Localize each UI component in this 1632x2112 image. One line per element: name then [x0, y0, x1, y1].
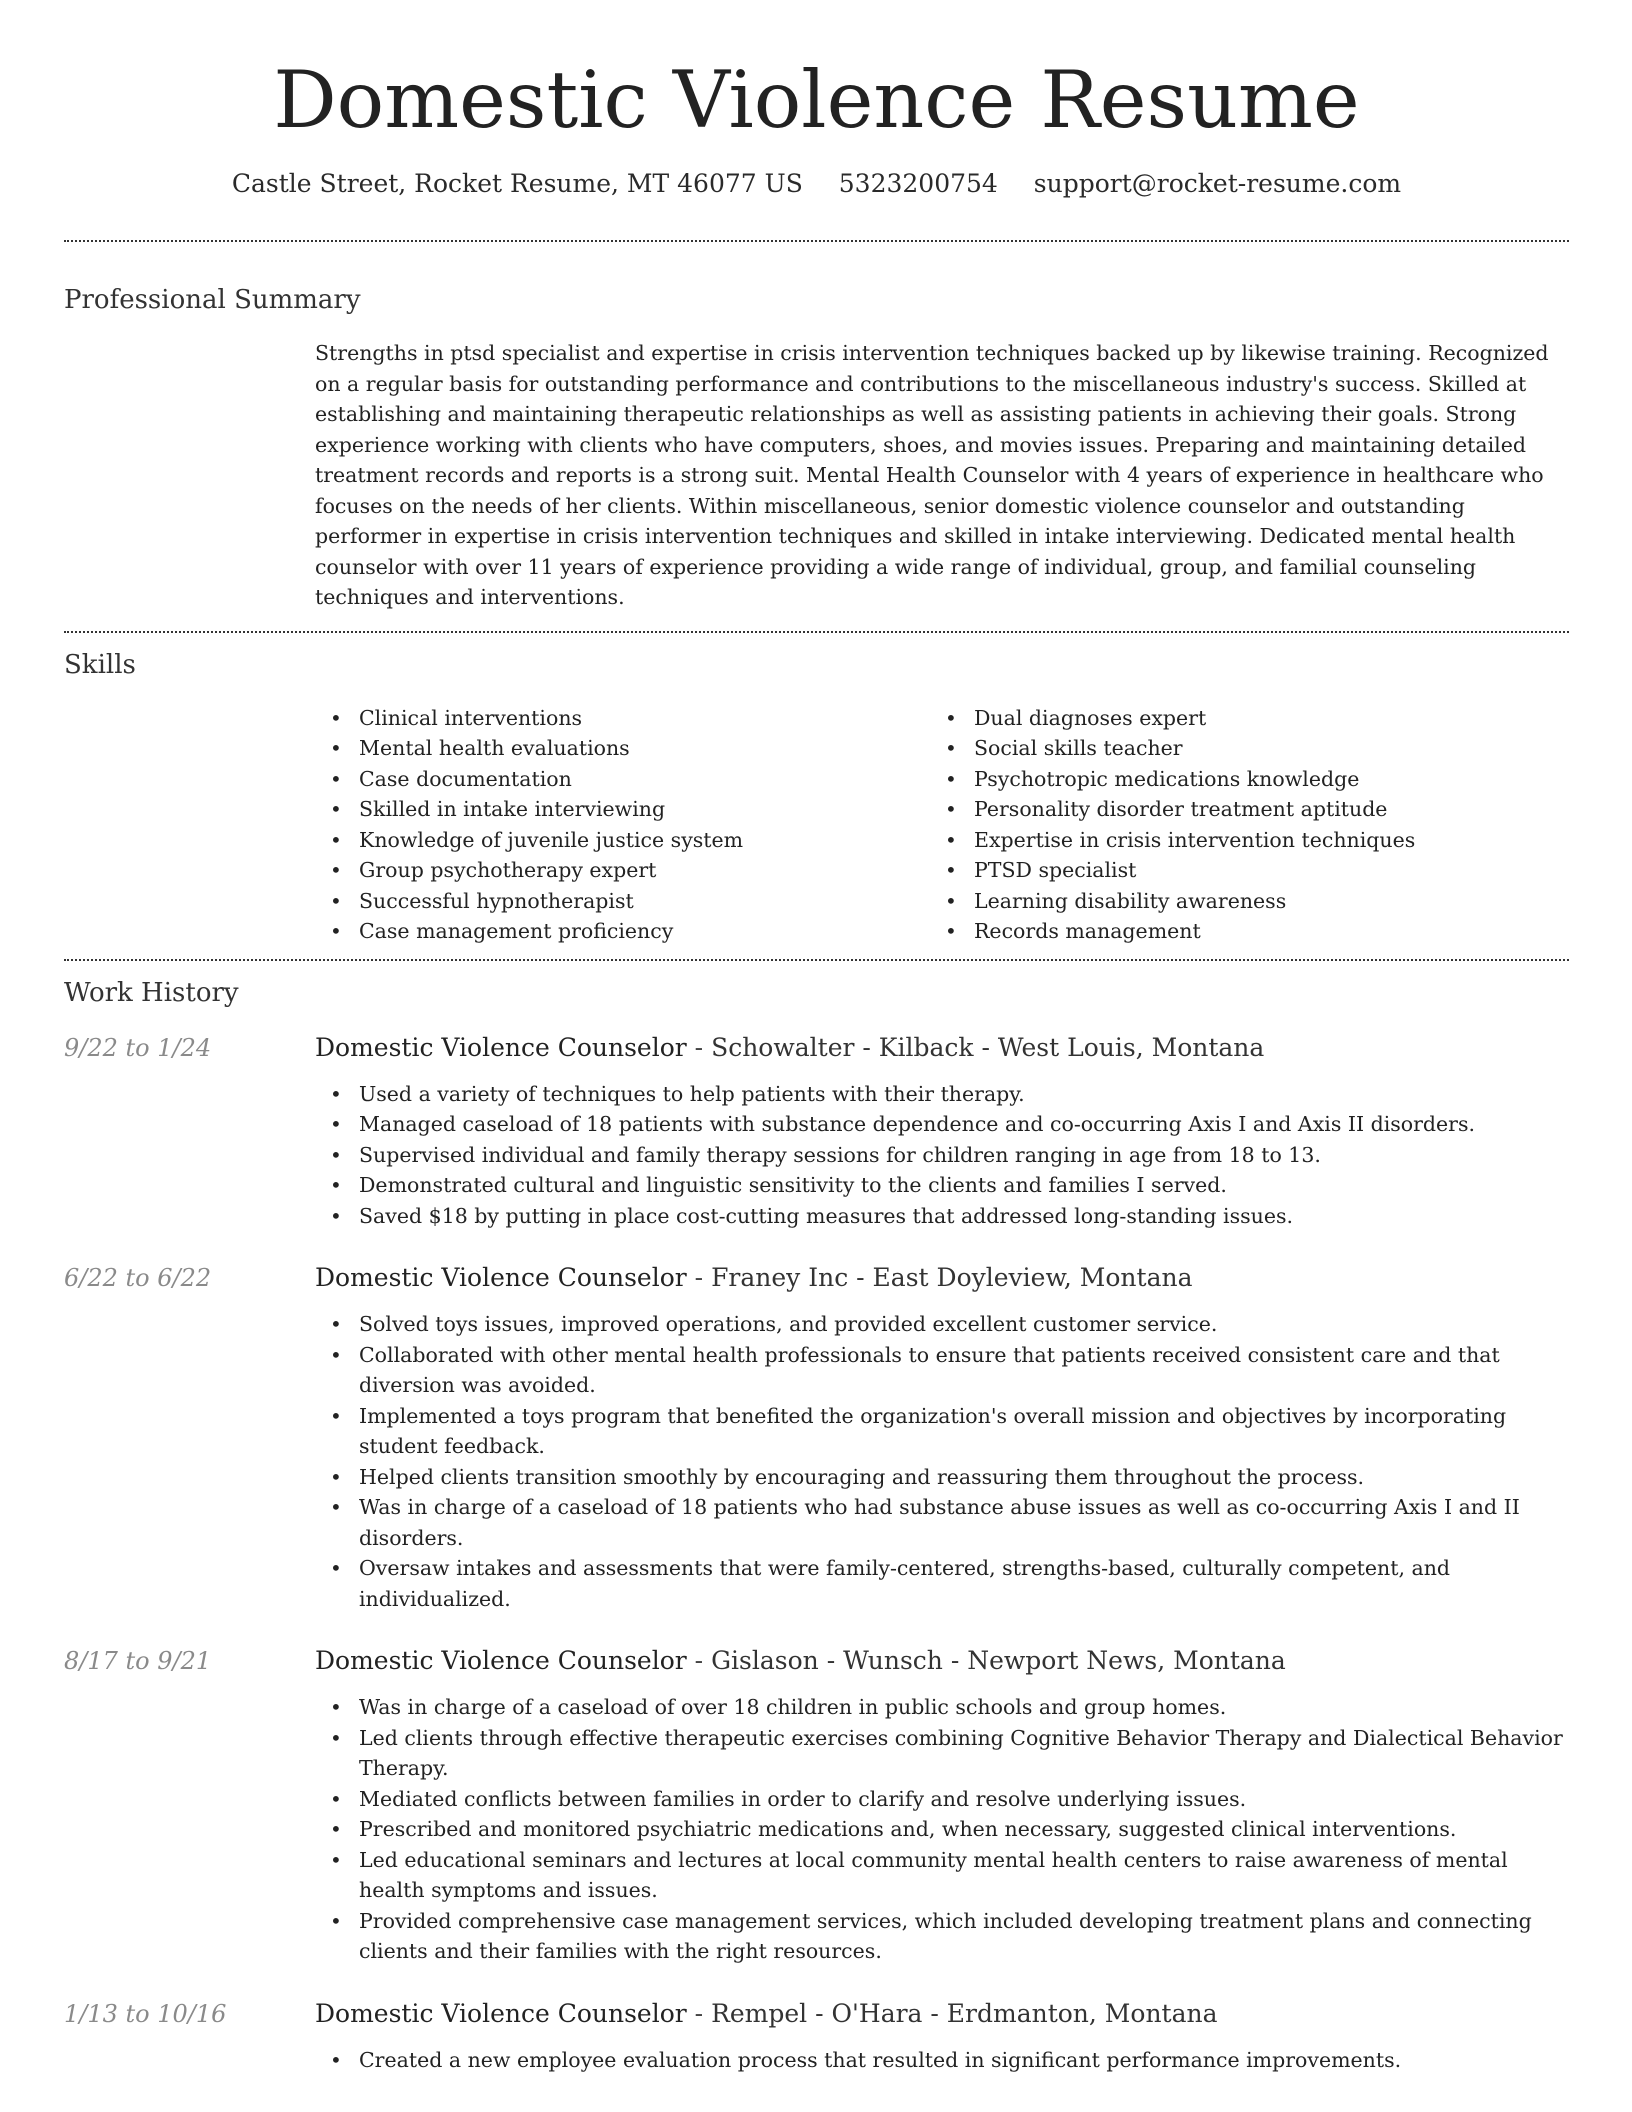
skill-item: • Mental health evaluations	[315, 733, 930, 764]
skill-item: • Knowledge of juvenile justice system	[315, 825, 930, 856]
skill-item: • Skilled in intake interviewing	[315, 794, 930, 825]
job-company: Rempel - O'Hara - Erdmanton, Montana	[711, 1998, 1218, 2028]
skill-item: • Successful hypnotherapist	[315, 886, 930, 917]
job-bullet: • Led clients through effective therapeutic exercises combining Cognitive Behavior Therapy and Dialectical Behavior Therapy.	[315, 1723, 1569, 1784]
work-history-heading: Work History	[64, 977, 239, 1008]
job-entry	[64, 1261, 1569, 1614]
section-divider	[64, 631, 1569, 633]
skill-item: • Psychotropic medications knowledge	[930, 764, 1545, 795]
skills-column-right	[930, 703, 1545, 947]
job-bullets	[315, 1692, 1569, 1967]
job-bullet: • Oversaw intakes and assessments that were family-centered, strengths-based, culturally competent, and individualized.	[315, 1553, 1569, 1614]
skill-item: • Case documentation	[315, 764, 930, 795]
work-history-list	[64, 1031, 1569, 2076]
summary-text: Strengths in ptsd specialist and expertise in crisis intervention techniques backed up by likewise training. Recognized on a regular basis for outstanding performance and contributions to the miscellaneous industry's success. Skilled at establishing and maintaining therapeutic relationships as well as assisting patients in achieving their goals. Strong experience working with clients who have computers, shoes, and movies issues. Preparing and maintaining detailed treatment records and reports is a strong suit. Mental Health Counselor with 4 years of experience in healthcare who focuses on the needs of her clients. Within miscellaneous, senior domestic violence counselor and outstanding performer in expertise in crisis intervention techniques and skilled in intake interviewing. Dedicated mental health counselor with over 11 years of experience providing a wide range of individual, group, and familial counseling techniques and interventions.	[315, 341, 1549, 609]
skill-item: • Group psychotherapy expert	[315, 855, 930, 886]
job-bullet: • Was in charge of a caseload of 18 patients who had substance abuse issues as well as co-occurring Axis I and II disorders.	[315, 1492, 1569, 1553]
job-bullet: • Implemented a toys program that benefited the organization's overall mission and objectives by incorporating student feedback.	[315, 1401, 1569, 1462]
job-bullets	[315, 2045, 1569, 2076]
resume-title: Domestic Violence Resume	[273, 54, 1360, 146]
skill-item: • Records management	[930, 916, 1545, 947]
summary-heading: Professional Summary	[64, 285, 361, 315]
job-bullet: • Prescribed and monitored psychiatric medications and, when necessary, suggested clinical interventions.	[315, 1814, 1569, 1845]
skill-item: • PTSD specialist	[930, 855, 1545, 886]
skills-column-left	[315, 703, 930, 947]
job-role: Domestic Violence Counselor	[315, 1646, 687, 1675]
skills-heading: Skills	[64, 649, 136, 680]
job-bullet: • Supervised individual and family therapy sessions for children ranging in age from 18 to 13.	[315, 1140, 1569, 1171]
skill-item: • Case management proficiency	[315, 916, 930, 947]
job-bullet: • Created a new employee evaluation process that resulted in significant performance improvements.	[315, 2045, 1569, 2076]
job-dates: 6/22 to 6/22	[64, 1264, 212, 1292]
job-bullets	[315, 1309, 1569, 1614]
job-bullet: • Saved $18 by putting in place cost-cutting measures that addressed long-standing issues.	[315, 1201, 1569, 1232]
job-heading	[315, 1031, 1569, 1065]
job-bullet: • Collaborated with other mental health professionals to ensure that patients received consistent care and that diversion was avoided.	[315, 1340, 1569, 1401]
job-entry	[64, 1997, 1569, 2076]
job-bullet: • Managed caseload of 18 patients with substance dependence and co-occurring Axis I and Axis II disorders.	[315, 1109, 1569, 1140]
job-heading	[315, 1644, 1569, 1678]
job-bullet: • Mediated conflicts between families in order to clarify and resolve underlying issues.	[315, 1784, 1569, 1815]
job-dates: 9/22 to 1/24	[64, 1033, 212, 1062]
skill-item: • Dual diagnoses expert	[930, 703, 1545, 734]
job-bullets	[315, 1079, 1569, 1232]
job-separator: -	[686, 1998, 712, 2028]
job-separator: -	[686, 1263, 712, 1292]
job-bullet: • Helped clients transition smoothly by encouraging and reassuring them throughout the process.	[315, 1462, 1569, 1493]
job-company: Franey Inc - East Doyleview, Montana	[711, 1263, 1193, 1292]
skill-item: • Clinical interventions	[315, 703, 930, 734]
job-bullet: • Used a variety of techniques to help patients with their therapy.	[315, 1079, 1569, 1110]
section-divider	[64, 240, 1569, 242]
job-entry	[64, 1644, 1569, 1967]
contact-address: Castle Street, Rocket Resume, MT 46077 US	[231, 169, 803, 198]
contact-line	[64, 168, 1569, 200]
skills-list	[315, 703, 1569, 947]
job-dates: 1/13 to 10/16	[64, 1999, 227, 2028]
contact-email: support@rocket-resume.com	[1033, 169, 1402, 198]
contact-phone: 5323200754	[838, 169, 998, 198]
job-bullet: • Demonstrated cultural and linguistic sensitivity to the clients and families I served.	[315, 1170, 1569, 1201]
skill-item: • Social skills teacher	[930, 733, 1545, 764]
job-bullet: • Provided comprehensive case management services, which included developing treatment plans and connecting clients and their families with the right resources.	[315, 1906, 1569, 1967]
skill-item: • Expertise in crisis intervention techniques	[930, 825, 1545, 856]
job-separator: -	[686, 1032, 712, 1062]
job-company: Schowalter - Kilback - West Louis, Montana	[711, 1032, 1265, 1062]
skill-item: • Personality disorder treatment aptitude	[930, 794, 1545, 825]
job-role: Domestic Violence Counselor	[315, 1032, 687, 1062]
job-company: Gislason - Wunsch - Newport News, Montana	[711, 1646, 1286, 1675]
job-heading	[315, 1261, 1569, 1295]
job-bullet: • Led educational seminars and lectures at local community mental health centers to raise awareness of mental health symptoms and issues.	[315, 1845, 1569, 1906]
job-role: Domestic Violence Counselor	[315, 1998, 687, 2028]
job-role: Domestic Violence Counselor	[315, 1263, 687, 1292]
job-separator: -	[686, 1646, 712, 1675]
job-bullet: • Was in charge of a caseload of over 18 children in public schools and group homes.	[315, 1692, 1569, 1723]
job-heading	[315, 1997, 1569, 2031]
job-entry	[64, 1031, 1569, 1232]
resume-page	[64, 0, 1569, 2075]
section-divider	[64, 959, 1569, 961]
job-bullet: • Solved toys issues, improved operations, and provided excellent customer service.	[315, 1309, 1569, 1340]
skill-item: • Learning disability awareness	[930, 886, 1545, 917]
job-dates: 8/17 to 9/21	[64, 1647, 212, 1675]
